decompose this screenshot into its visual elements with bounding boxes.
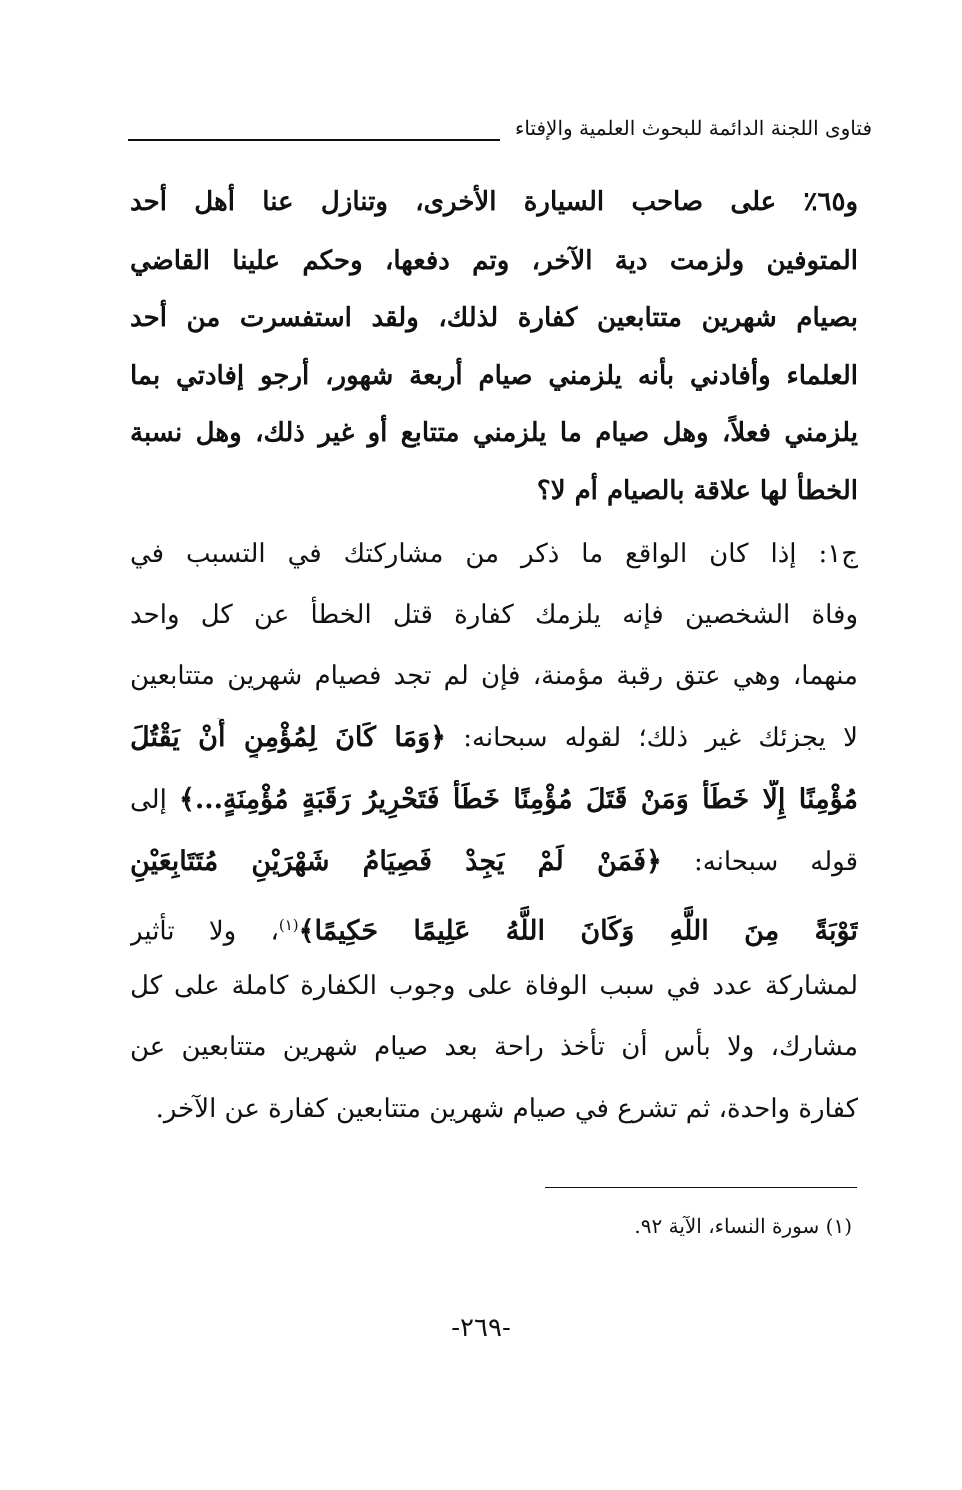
question-line-1: و٦٥٪ على صاحب السيارة الأخرى، وتنازل عنا أهل أحد <box>130 187 858 217</box>
question-line-4: العلماء وأفادني بأنه يلزمني صيام أربعة شهور، أرجو إفادتي بما <box>130 361 858 391</box>
quran-verse-4-92-b: مُؤْمِنًا إِلَّا خَطَأً وَمَنْ قَتَلَ مُؤْمِنًا خَطَأً فَتَحْرِيرُ رَقَبَةٍ مُؤْمِنَةٍ...﴾ <box>179 784 858 815</box>
answer-line-8: لمشاركة عدد في سبب الوفاة على وجوب الكفارة كاملة على كل <box>130 971 858 1001</box>
question-line-3: بصيام شهرين متتابعين كفارة لذلك، ولقد استفسرت من أحد <box>130 303 858 333</box>
question-line-6: الخطأ لها علاقة بالصيام أم لا؟ <box>536 476 858 506</box>
quran-verse-4-92-c: ﴿فَمَنْ لَمْ يَجِدْ فَصِيَامُ شَهْرَيْنِ مُتَتَابِعَيْنِ <box>130 846 662 877</box>
answer-line-5-text: إلى <box>130 785 167 815</box>
answer-line-2: وفاة الشخصين فإنه يلزمك كفارة قتل الخطأ عن كل واحد <box>130 600 858 630</box>
question-line-5: يلزمني فعلاً، وهل صيام ما يلزمني متتابع أو غير ذلك، وهل نسبة <box>130 418 858 448</box>
answer-line-9: مشارك، ولا بأس أن تأخذ راحة بعد صيام شهرين متتابعين عن <box>130 1032 858 1062</box>
answer-line-4-text: لا يجزئك غير ذلك؛ لقوله سبحانه: <box>463 723 858 753</box>
answer-line-10: كفارة واحدة، ثم تشرع في صيام شهرين متتابعين كفارة عن الآخر. <box>155 1094 858 1124</box>
question-line-2: المتوفين ولزمت دية الآخر، وتم دفعها، وحكم علينا القاضي <box>130 246 858 276</box>
quran-verse-4-92-d: تَوْبَةً مِنَ اللَّهِ وَكَانَ اللَّهُ عَلِيمًا حَكِيمًا﴾ <box>298 915 858 947</box>
answer-line-4 <box>130 718 858 758</box>
answer-line-3: منهما، وهي عتق رقبة مؤمنة، فإن لم تجد فصيام شهرين متتابعين <box>130 661 858 691</box>
running-header-title: فتاوى اللجنة الدائمة للبحوث العلمية والإفتاء <box>514 116 872 140</box>
footnote-reference: (١) <box>278 916 299 934</box>
answer-line-7-text: ، ولا تأثير <box>130 916 279 947</box>
answer-line-7 <box>130 905 858 952</box>
answer-line-5 <box>130 780 858 820</box>
footnote-rule <box>545 1187 857 1188</box>
page-number: -٢٦٩- <box>451 1313 511 1343</box>
answer-line-6-text: قوله سبحانه: <box>693 847 858 877</box>
answer-line-1: ج١: إذا كان الواقع ما ذكر من مشاركتك في التسبب في <box>130 539 858 569</box>
header-rule <box>128 139 500 141</box>
quran-verse-4-92-a: ﴿وَمَا كَانَ لِمُؤْمِنٍ أَنْ يَقْتُلَ <box>130 722 446 753</box>
footnote-text: (١) سورة النساء، الآية ٩٢. <box>634 1214 852 1238</box>
answer-line-6 <box>130 842 858 882</box>
